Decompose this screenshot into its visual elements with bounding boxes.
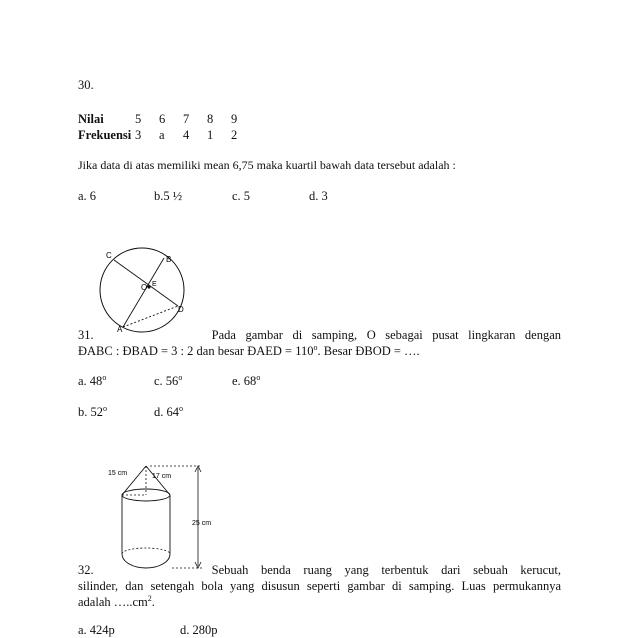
question-30-text: Jika data di atas memiliki mean 6,75 maka kuartil bawah data tersebut adalah : [78,158,456,172]
table-cell: 9 [231,112,238,126]
solid-figure [106,462,224,576]
point-label: D [178,305,184,314]
option: a. 424p [78,623,115,637]
option: b. 52$^o$ [78,404,107,419]
question-31-line-1 [78,328,561,343]
table-cell: 6 [159,112,166,126]
question-30-number: 30. [78,78,94,92]
table-cell: a [159,128,165,142]
cone-side [146,466,170,495]
table-cell: 7 [183,112,190,126]
table-row-label-frekuensi: Frekuensi [78,128,132,142]
question-31-number: 31. [78,328,94,342]
point-label: B [166,255,172,264]
table-cell: 3 [135,128,142,142]
question-32-number: 32. [78,563,94,577]
question-32-line-1 [78,563,561,578]
option: d. 280p [180,623,218,637]
dimension-label: 15 cm [108,470,128,477]
option: a. 48$^o$ [78,373,107,388]
question-32-lead: Sebuah benda ruang yang terbentuk dari sebuah kerucut, [211,563,561,577]
option: d. 64$^o$ [154,404,183,419]
chord-ad [123,306,178,327]
point-label: A [117,325,123,334]
point-label: C [106,251,112,260]
table-cell: 8 [207,112,214,126]
table-row-label-nilai: Nilai [78,112,104,126]
option: b.5 ½ [154,189,183,203]
chord-ba [123,258,164,327]
table-cell: 1 [207,128,214,142]
cylinder-bottom-back [122,548,170,554]
option: d. 3 [309,189,328,203]
option: c. 5 [232,189,251,203]
table-cell: 2 [231,128,238,142]
center-point [147,285,150,288]
question-32-line-3: adalah $\dots..cm^2$. [78,594,155,609]
option: e. 68$^o$ [232,373,261,388]
point-label: E [152,281,157,288]
question-31-line-2: ÐABC : ÐBAD = 3 : 2 dan besar ÐAED = $110^o$. Besar ÐBOD = …. [78,343,420,358]
table-cell: 4 [183,128,190,142]
option: a. 6 [78,189,97,203]
question-32-line-2: silinder, dan setengah bola yang disusun seperti gambar di samping. Luas permukannya [78,579,561,593]
dimension-label: 25 cm [192,520,212,527]
question-31-lead: Pada gambar di samping, O sebagai pusat lingkaran dengan [211,328,561,342]
dimension-label: 17 cm [152,473,172,480]
table-cell: 5 [135,112,142,126]
point-label: O [141,283,148,292]
option: c. 56$^o$ [154,373,183,388]
circle-figure [92,244,192,336]
